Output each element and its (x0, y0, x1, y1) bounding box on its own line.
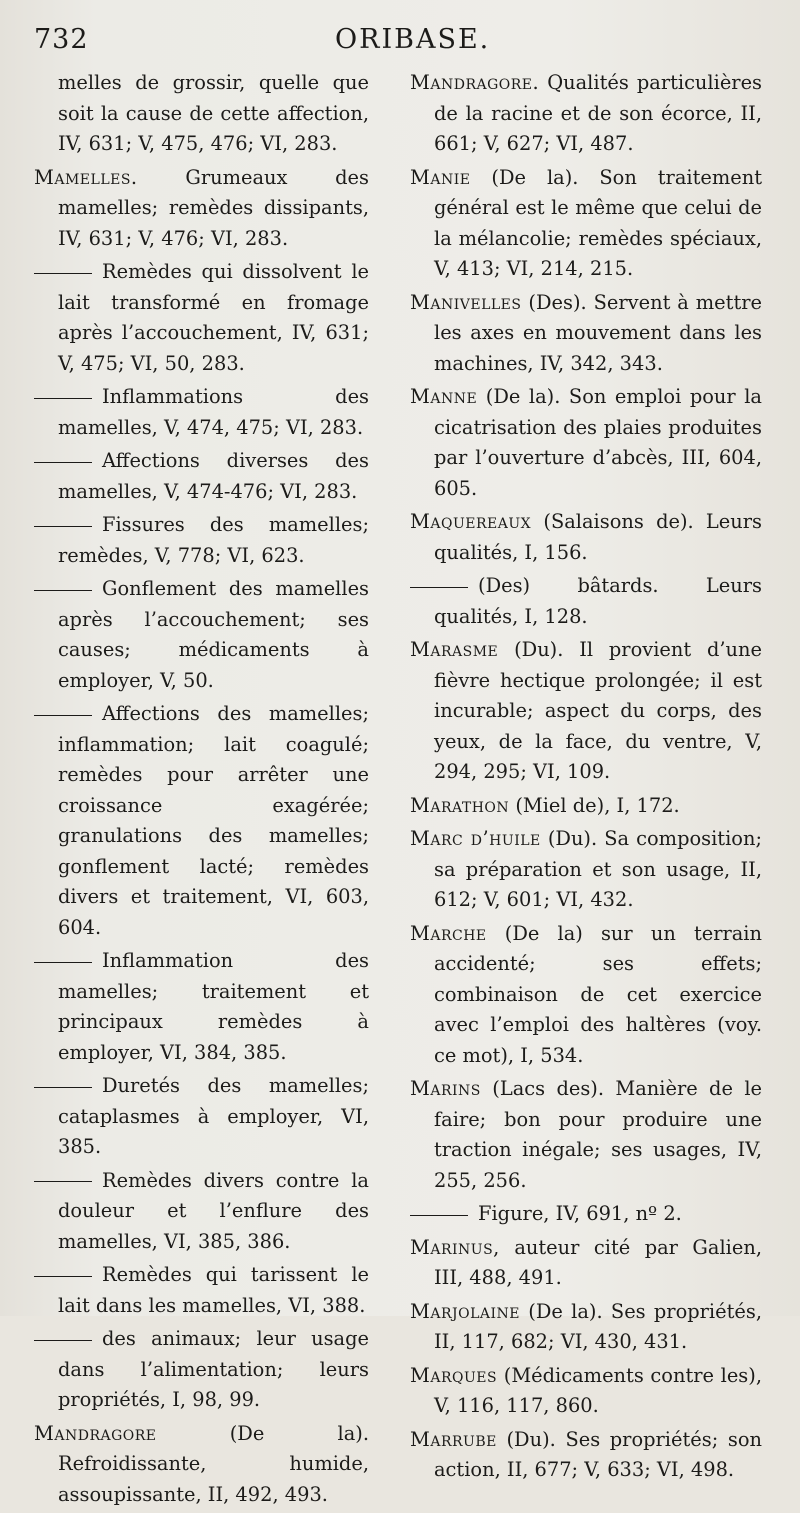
entry-text: melles de grossir, quelle que soit la cause de cette affection, IV, 631; V, 475, 476; VI, 283. (58, 71, 369, 155)
entry-headword: Mandragore. (410, 71, 540, 94)
entry-text: (Salaisons de). Leurs qualités, I, 156. (434, 510, 762, 564)
entry-headword: Manie (410, 165, 471, 189)
entry-headword: Marathon (410, 793, 510, 817)
entry-text: (Médicaments contre les), V, 116, 117, 860. (434, 1363, 762, 1417)
index-entry (410, 824, 762, 916)
left-column (34, 68, 369, 1513)
index-subentry (34, 1071, 369, 1163)
index-entry (410, 288, 762, 380)
repeat-dash (34, 462, 92, 463)
index-entry (410, 507, 762, 568)
index-entry (410, 635, 762, 788)
entry-headword: Manne (410, 385, 478, 408)
index-entry (410, 1425, 762, 1486)
index-subentry (34, 699, 369, 943)
repeat-dash (34, 1340, 92, 1341)
index-entry (410, 68, 762, 160)
repeat-dash (34, 1087, 92, 1088)
index-subentry (34, 1166, 369, 1258)
index-entry (410, 382, 762, 504)
repeat-dash (34, 715, 92, 716)
repeat-dash (34, 398, 92, 399)
entry-text: (De la). Son emploi pour la cicatrisation des plaies produites par l’ouverture d’abcès, III, 604, 605. (434, 385, 762, 500)
entry-text: (Lacs des). Manière de le faire; bon pour produire une traction inégale; ses usages, IV, 255, 256. (434, 1077, 762, 1192)
entry-headword: Marasme (410, 638, 499, 661)
entry-text: Affections des mamelles; inflammation; lait coagulé; remèdes pour arrêter une croissance exagérée; granulations des mamelles; gonflement lacté; remèdes divers et traitement, VI, 603, 604. (58, 702, 369, 939)
repeat-dash (410, 587, 468, 588)
entry-text: Affections diverses des mamelles, V, 474-476; VI, 283. (58, 449, 369, 503)
index-subentry (410, 571, 762, 632)
entry-text: (Du). Ses propriétés; son action, II, 677; V, 633; VI, 498. (434, 1427, 762, 1481)
entry-headword: Maquereaux (410, 510, 532, 533)
repeat-dash (34, 1181, 92, 1182)
index-subentry (34, 574, 369, 696)
index-entry (34, 1419, 369, 1511)
entry-text: (De la). Refroidissante, humide, assoupissante, II, 492, 493. (58, 1421, 369, 1506)
repeat-dash (34, 962, 92, 963)
index-subentry (34, 510, 369, 571)
index-entry (410, 1361, 762, 1422)
entry-headword: Mandragore (34, 1421, 157, 1445)
entry-text: (De la) sur un terrain accidenté; ses effets; combinaison de cet exercice avec l’emploi des haltères (voy. ce mot), I, 534. (434, 921, 762, 1067)
index-subentry (410, 1199, 762, 1230)
entry-text: auteur cité par Galien, III, 488, 491. (434, 1235, 762, 1289)
repeat-dash (34, 526, 92, 527)
repeat-dash (410, 1215, 468, 1216)
entry-text: Remèdes qui dissolvent le lait transformé en fromage après l’accouchement, IV, 631; V, 475; VI, 50, 283. (58, 260, 369, 375)
index-subentry (34, 946, 369, 1068)
entry-text: Duretés des mamelles; cataplasmes à employer, VI, 385. (58, 1074, 369, 1158)
index-continuation (34, 68, 369, 160)
right-column (410, 68, 762, 1489)
repeat-dash (34, 590, 92, 591)
index-subentry (34, 446, 369, 507)
entry-text: (Des) bâtards. Leurs qualités, I, 128. (434, 574, 762, 628)
entry-text: Gonflement des mamelles après l’accouchement; ses causes; médicaments à employer, V, 50. (58, 577, 369, 692)
index-entry (410, 1074, 762, 1196)
entry-text: Inflammations des mamelles, V, 474, 475; VI, 283. (58, 385, 369, 439)
entry-headword: Mamelles. (34, 165, 138, 189)
entry-text: (De la). Ses propriétés, II, 117, 682; VI, 430, 431. (434, 1299, 762, 1353)
index-subentry (34, 1324, 369, 1416)
index-subentry (34, 382, 369, 443)
entry-text: Remèdes divers contre la douleur et l’enflure des mamelles, VI, 385, 386. (58, 1168, 369, 1253)
running-head: ORIBASE. (335, 24, 491, 55)
entry-text: (Du). Sa composition; sa préparation et son usage, II, 612; V, 601; VI, 432. (434, 827, 762, 911)
entry-text: Remèdes qui tarissent le lait dans les mamelles, VI, 388. (58, 1263, 369, 1317)
index-entry (410, 919, 762, 1072)
entry-text: (Du). Il provient d’une fièvre hectique prolongée; il est incurable; aspect du corps, des yeux, de la face, du ventre, V, 294, 295; VI, 109. (434, 638, 762, 783)
entry-text: (Des). Servent à mettre les axes en mouvement dans les machines, IV, 342, 343. (434, 290, 762, 375)
entry-headword: Manivelles (410, 290, 522, 314)
entry-headword: Marc d’huile (410, 827, 541, 850)
index-entry (410, 1297, 762, 1358)
index-subentry (34, 1260, 369, 1321)
page-header (0, 22, 800, 62)
index-entry (410, 163, 762, 285)
index-subentry (34, 257, 369, 379)
entry-headword: Marins (410, 1077, 481, 1100)
entry-headword: Marjolaine (410, 1299, 521, 1323)
entry-text: Figure, IV, 691, nº 2. (478, 1202, 682, 1225)
repeat-dash (34, 273, 92, 274)
index-entry (410, 791, 762, 822)
entry-text: des animaux; leur usage dans l’alimentation; leurs propriétés, I, 98, 99. (58, 1327, 369, 1411)
entry-headword: Marche (410, 921, 487, 945)
entry-headword: Marques (410, 1363, 498, 1387)
index-entry (34, 163, 369, 255)
entry-text: Grumeaux des mamelles; remèdes dissipants, IV, 631; V, 476; VI, 283. (58, 165, 369, 250)
entry-text: (De la). Son traitement général est le même que celui de la mélancolie; remèdes spéciaux, V, 413; VI, 214, 215. (434, 165, 763, 280)
entry-text: Fissures des mamelles; remèdes, V, 778; VI, 623. (58, 513, 369, 567)
page-number: 732 (34, 24, 89, 55)
entry-text: Qualités particulières de la racine et de son écorce, II, 661; V, 627; VI, 487. (434, 71, 762, 155)
entry-text: (Miel de), I, 172. (515, 793, 680, 817)
index-entry (410, 1233, 762, 1294)
repeat-dash (34, 1276, 92, 1277)
entry-headword: Marinus, (410, 1235, 500, 1259)
entry-headword: Marrube (410, 1427, 497, 1451)
entry-text: Inflammation des mamelles; traitement et principaux remèdes à employer, VI, 384, 385. (58, 949, 369, 1064)
